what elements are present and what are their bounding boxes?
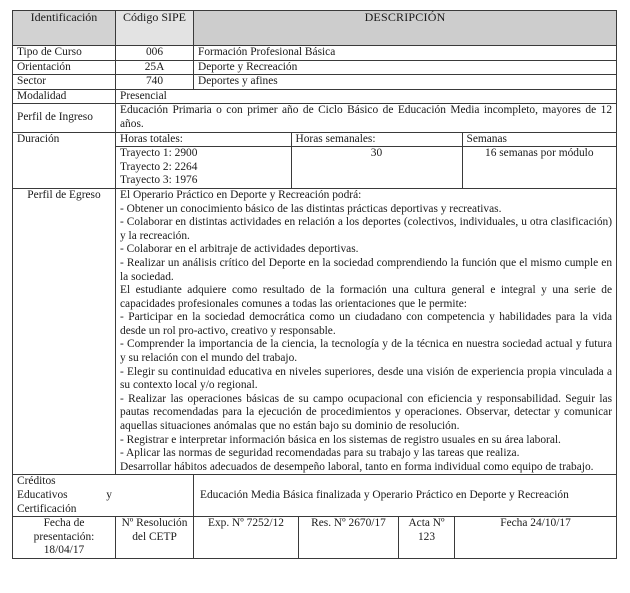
trayectos-list bbox=[116, 147, 291, 188]
perfil-egreso-label: Perfil de Egreso bbox=[13, 188, 116, 474]
egreso-line: - Obtener un conocimiento básico de las distintas prácticas deportivas y recreativas. bbox=[120, 202, 502, 215]
sector-label: Sector bbox=[13, 75, 116, 90]
egreso-line: - Registrar e interpretar información básica en los sistemas de registro usuales en su área laboral. bbox=[120, 433, 561, 446]
fecha-final: Fecha 24/10/17 bbox=[455, 517, 617, 559]
semanas-label: Semanas bbox=[462, 133, 616, 147]
horas-semanales-value: 30 bbox=[291, 147, 462, 188]
egreso-line: El estudiante adquiere como resultado de la formación una cultura general e integral y una serie de capacidades profesionales comunes a todas las orientaciones que le permite: bbox=[120, 284, 613, 310]
header-identificacion: Identificación bbox=[13, 11, 116, 46]
duracion-block bbox=[116, 132, 617, 188]
modalidad-label: Modalidad bbox=[13, 89, 116, 104]
creditos-value: Educación Media Básica finalizada y Operario Práctico en Deporte y Recreación bbox=[194, 475, 617, 517]
row-sector bbox=[13, 75, 617, 90]
fecha-presentacion-label: Fecha de presentación: bbox=[33, 517, 95, 543]
egreso-line: El Operario Práctico en Deporte y Recreación podrá: bbox=[120, 188, 362, 201]
row-perfil-ingreso bbox=[13, 104, 617, 132]
row-orientacion bbox=[13, 60, 617, 75]
creditos-label-2a: Educativos bbox=[17, 489, 68, 501]
perfil-egreso-content bbox=[116, 188, 617, 474]
creditos-label-1: Créditos bbox=[17, 475, 56, 488]
resolucion-line-2: del CETP bbox=[132, 530, 177, 543]
acta-number: Acta Nº 123 bbox=[399, 517, 455, 559]
creditos-label bbox=[13, 475, 194, 517]
trayecto-2: Trayecto 2: 2264 bbox=[120, 160, 198, 173]
perfil-ingreso-value: Educación Primaria o con primer año de Ciclo Básico de Educación Media incompleto, mayores de 12 años. bbox=[116, 104, 617, 132]
resolucion-cetp bbox=[116, 517, 194, 559]
creditos-label-3: Certificación bbox=[17, 502, 77, 515]
fecha-presentacion bbox=[13, 517, 116, 559]
horas-totales-label: Horas totales: bbox=[116, 133, 291, 147]
expediente-number: Exp. Nº 7252/12 bbox=[194, 517, 299, 559]
semanas-value: 16 semanas por módulo bbox=[462, 147, 616, 188]
duracion-subtable bbox=[116, 133, 616, 188]
creditos-label-2b: y bbox=[106, 489, 112, 501]
egreso-line: - Colaborar en distintas actividades en relación a los deportes (colectivos, individuales, u otra clasificación) y la recreación. bbox=[120, 216, 613, 242]
egreso-line: - Aplicar las normas de seguridad recomendadas para su trabajo y las tareas que realiza. bbox=[120, 447, 520, 460]
trayecto-3: Trayecto 3: 1976 bbox=[120, 174, 198, 187]
egreso-line: Desarrollar hábitos adecuados de desempeño laboral, tanto en forma individual como equipo de trabajo. bbox=[120, 460, 594, 473]
egreso-line: - Realizar las operaciones básicas de su campo ocupacional con eficiencia y responsabilidad. Seguir las pautas recomendadas para la ejecución de procedimientos y operaciones. Observar, detectar y comunicar aquellas situaciones anómalas que no están bajo su dominio de resolución. bbox=[120, 392, 613, 433]
sector-code: 740 bbox=[116, 75, 194, 90]
resolucion-number: Res. Nº 2670/17 bbox=[299, 517, 399, 559]
header-row bbox=[13, 11, 617, 46]
horas-semanales-label: Horas semanales: bbox=[291, 133, 462, 147]
course-spec-table bbox=[12, 10, 617, 559]
tipo-curso-value: Formación Profesional Básica bbox=[194, 46, 617, 61]
modalidad-value: Presencial bbox=[116, 89, 617, 104]
header-descripcion: DESCRIPCIÓN bbox=[194, 11, 617, 46]
header-codigo-sipe: Código SIPE bbox=[116, 11, 194, 46]
row-tipo-curso bbox=[13, 46, 617, 61]
orientacion-value: Deporte y Recreación bbox=[194, 60, 617, 75]
egreso-line: - Comprender la importancia de la ciencia, la tecnología y de la técnica en nuestra sociedad actual y futura y su relación con el mundo del trabajo. bbox=[120, 338, 613, 365]
tipo-curso-label: Tipo de Curso bbox=[13, 46, 116, 61]
fecha-presentacion-value: 18/04/17 bbox=[43, 544, 85, 557]
egreso-line: - Realizar un análisis crítico del Deporte en la sociedad comprendiendo la función que el mismo cumple en la sociedad. bbox=[120, 256, 613, 283]
trayecto-1: Trayecto 1: 2900 bbox=[120, 147, 198, 160]
orientacion-code: 25A bbox=[116, 60, 194, 75]
egreso-line: - Participar en la sociedad democrática como un ciudadano con competencia y habilidades para la vida desde un rol pro-activo, creativo y responsable. bbox=[120, 311, 613, 337]
resolucion-line-1: Nº Resolución bbox=[121, 517, 188, 530]
egreso-line: - Colaborar en el arbitraje de actividades deportivas. bbox=[120, 243, 359, 256]
egreso-line: - Elegir su continuidad educativa en niveles superiores, desde una visión de experiencia propia vinculada a su contexto local y/o regional. bbox=[120, 365, 613, 392]
row-perfil-egreso bbox=[13, 188, 617, 474]
perfil-ingreso-label: Perfil de Ingreso bbox=[13, 104, 116, 132]
row-duracion bbox=[13, 132, 617, 188]
sector-value: Deportes y afines bbox=[194, 75, 617, 90]
row-creditos bbox=[13, 475, 617, 517]
row-footer bbox=[13, 517, 617, 559]
row-modalidad bbox=[13, 89, 617, 104]
tipo-curso-code: 006 bbox=[116, 46, 194, 61]
orientacion-label: Orientación bbox=[13, 60, 116, 75]
duracion-label: Duración bbox=[13, 132, 116, 188]
